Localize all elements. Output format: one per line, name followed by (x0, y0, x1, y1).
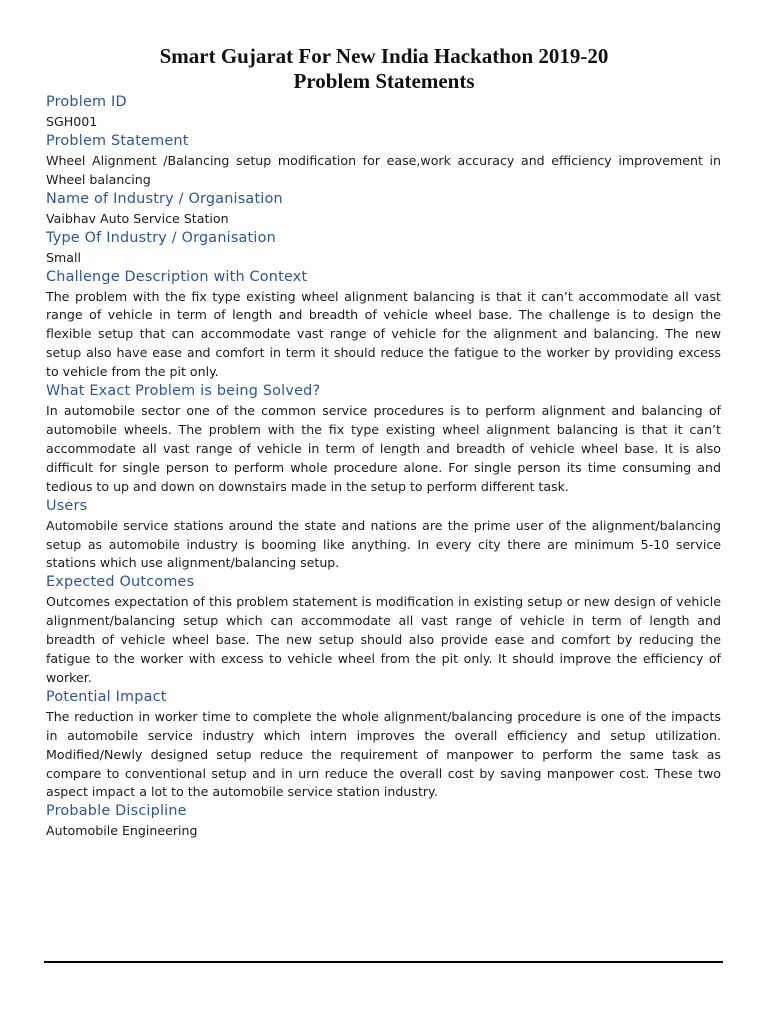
problem-id-heading: Problem ID (46, 94, 127, 110)
problem-statement-text: Wheel Alignment /Balancing setup modification for ease,work accuracy and efficiency improvement in Wheel balancing (46, 152, 721, 187)
footer-rule (44, 961, 723, 963)
challenge-heading: Challenge Description with Context (46, 268, 308, 285)
organisation-name-heading: Name of Industry / Organisation (46, 190, 283, 207)
organisation-type-heading: Type Of Industry / Organisation (46, 229, 276, 246)
title-line-1: Smart Gujarat For New India Hackathon 2019-20 (159, 44, 609, 68)
discipline-value: Automobile Engineering (46, 823, 198, 839)
organisation-type-value: Small (46, 249, 81, 265)
organisation-name-value: Vaibhav Auto Service Station (46, 210, 229, 226)
expected-outcomes-text: Outcomes expectation of this problem statement is modification in existing setup or new design of vehicle alignment/balancing setup which can accommodate all vast range of vehicle in term of length and breadth of vehicle wheel base. The new setup should also provide ease and comfort by reducing the fatigue to the worker with excess to vehicle wheel from the pit only. It should improve the efficiency of worker. (46, 594, 721, 685)
exact-problem-heading: What Exact Problem is being Solved? (46, 383, 321, 400)
problem-id-value: SGH001 (46, 114, 98, 129)
document-body (46, 93, 721, 841)
potential-impact-text: The reduction in worker time to complete the whole alignment/balancing procedure is one of the impacts in automobile service industry which intern improves the overall efficiency and setup utilization. Modified/Newly designed setup reduce the requirement of manpower to perform the same task as compare to conventional setup and in urn reduce the overall cost by saving manpower cost. These two aspect impact a lot to the automobile service station industry. (46, 708, 721, 800)
expected-outcomes-heading: Expected Outcomes (46, 574, 195, 591)
challenge-text: The problem with the fix type existing wheel alignment balancing is that it can’t accommodate all vast range of vehicle in term of length and breadth of vehicle wheel base. The challenge is to design the flexible setup that can accommodate vast range of vehicle for the alignment and balancing. The new setup also have ease and comfort in term it should reduce the fatigue to the worker by providing excess to vehicle from the pit only. (46, 288, 721, 380)
exact-problem-text: In automobile sector one of the common service procedures is to perform alignment and balancing of automobile wheels. The problem with the fix type existing wheel alignment balancing is that it can’t accommodate all vast range of vehicle in term of length and breadth of vehicle wheel base. It is also difficult for single person to perform whole procedure alone. For single person its time consuming and tedious to up and down on downstairs made in the setup to perform different task. (46, 403, 721, 494)
users-text: Automobile service stations around the state and nations are the prime user of the alignment/balancing setup as automobile industry is booming like anything. In every city there are minimum 5-10 service stations which use alignment/balancing setup. (46, 517, 721, 571)
title-line-2: Problem Statements (293, 69, 475, 93)
potential-impact-heading: Potential Impact (46, 688, 167, 705)
users-heading: Users (46, 497, 88, 514)
discipline-heading: Probable Discipline (46, 803, 187, 820)
document-title (0, 44, 768, 94)
problem-statement-heading: Problem Statement (46, 132, 189, 149)
